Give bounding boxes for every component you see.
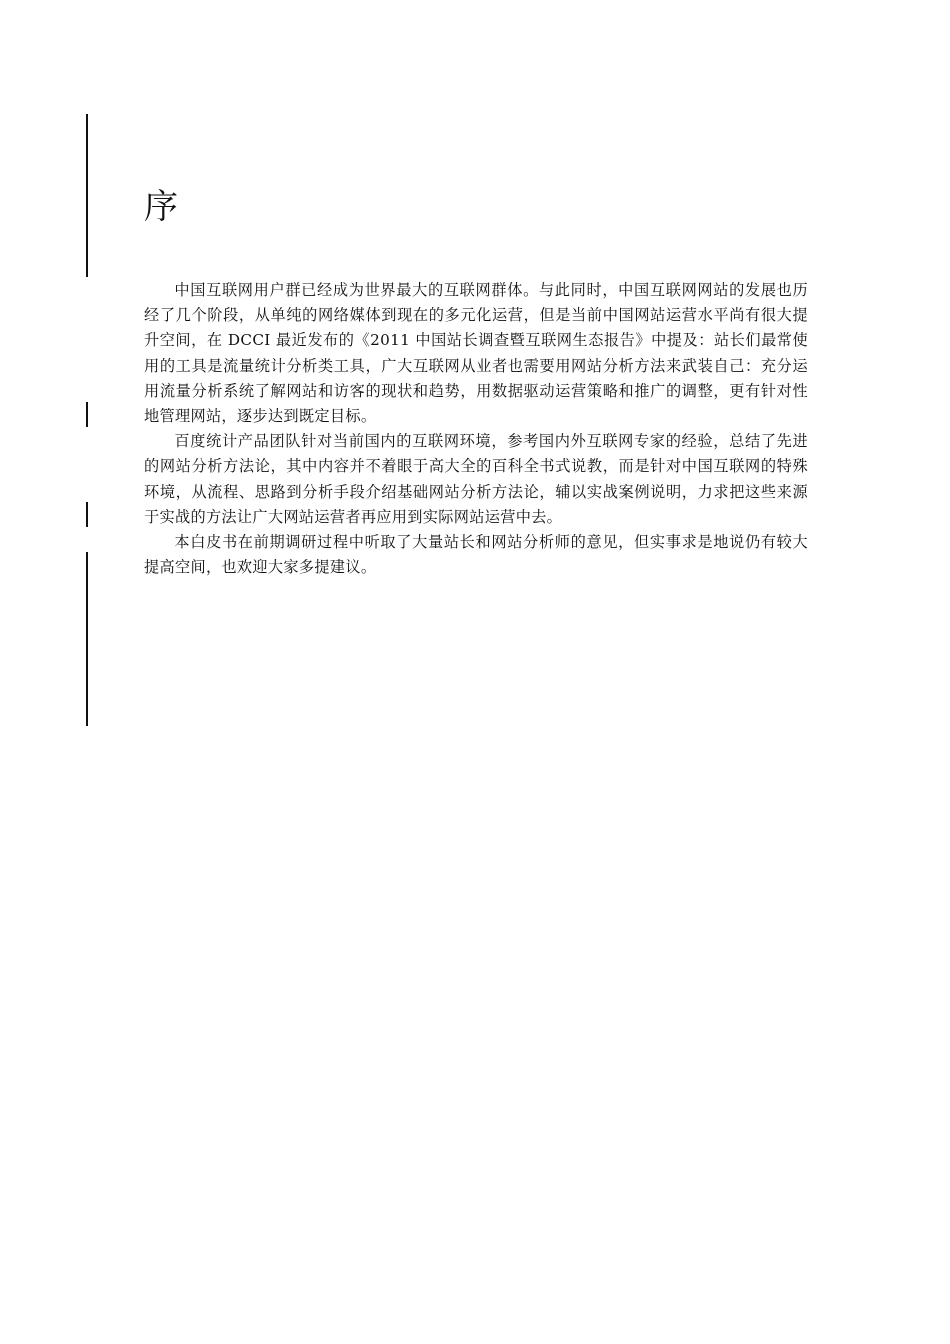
page-title: 序 — [144, 187, 178, 227]
paragraph-methodology: 百度统计产品团队针对当前国内的互联网环境，参考国内外互联网专家的经验，总结了先进的网站分析方法论，其中内容并不着眼于高大全的百科全书式说教，而是针对中国互联网的特殊环境，从流程、思路到分析手段介绍基础网站分析方法论，辅以实战案例说明，力求把这些来源于实战的方法让广大网站运营者再应用到实际网站运营中去。 — [144, 432, 808, 526]
revision-bar — [86, 114, 88, 277]
paragraph-intro: 中国互联网用户群已经成为世界最大的互联网群体。与此同时，中国互联网网站的发展也历经了几个阶段，从单纯的网络媒体到现在的多元化运营，但是当前中国网站运营水平尚有很大提升空间，在 DCCI 最近发布的《2011 中国站长调查暨互联网生态报告》中提及：站长们最常使用的工具是流量统计分析类工具，广大互联网从业者也需要用网站分析方法来武装自己：充分运用流量分析系统了解网站和访客的现状和趋势，用数据驱动运营策略和推广的调整，更有针对性地管理网站，逐步达到既定目标。 — [144, 281, 808, 426]
document-body — [144, 278, 808, 580]
revision-bar — [86, 502, 88, 527]
revision-bar — [86, 552, 88, 726]
paragraph-feedback: 本白皮书在前期调研过程中听取了大量站长和网站分析师的意见，但实事求是地说仍有较大提高空间，也欢迎大家多提建议。 — [144, 533, 808, 577]
revision-bar — [86, 402, 88, 427]
